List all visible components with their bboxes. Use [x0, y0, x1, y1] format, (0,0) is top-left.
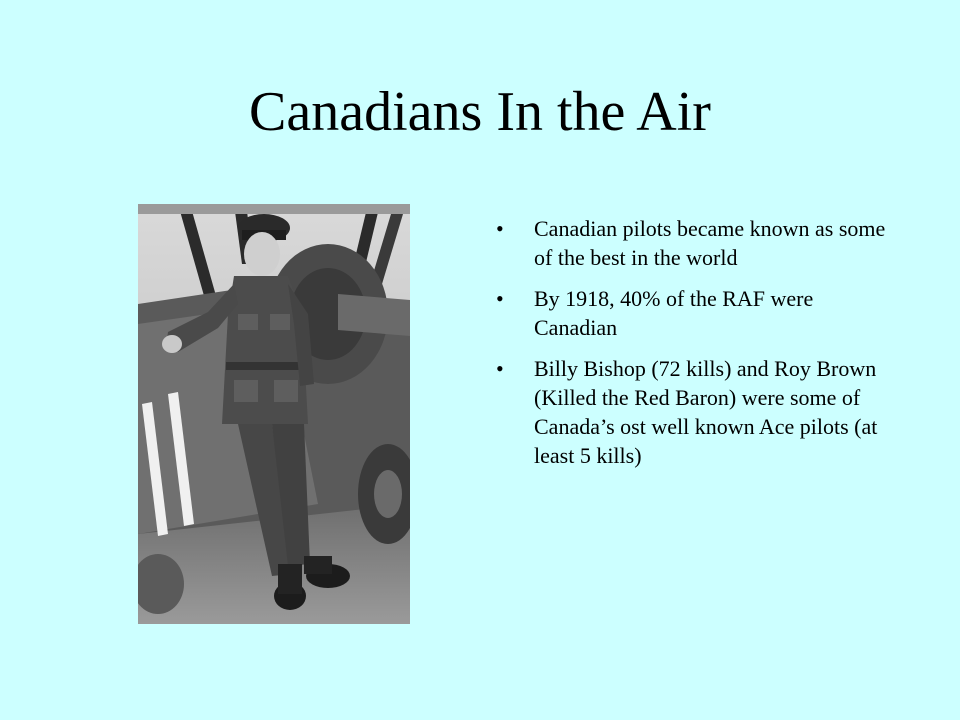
pilot-photo-image — [138, 204, 410, 624]
bullet-item — [496, 214, 888, 272]
pilot-photo — [138, 204, 410, 624]
bullet-text: Canadian pilots became known as some of the best in the world — [534, 216, 886, 270]
bullet-marker: • — [496, 286, 504, 311]
bullet-list — [496, 214, 888, 482]
bullet-marker: • — [496, 356, 504, 381]
bullet-item — [496, 284, 888, 342]
slide-title: Canadians In the Air — [249, 81, 711, 143]
bullet-item — [496, 354, 888, 470]
bullet-marker: • — [496, 216, 504, 241]
bullet-text: Billy Bishop (72 kills) and Roy Brown (Killed the Red Baron) were some of Canada’s ost well known Ace pilots (at least 5 kills) — [534, 356, 878, 468]
bullet-text: By 1918, 40% of the RAF were Canadian — [534, 286, 814, 340]
